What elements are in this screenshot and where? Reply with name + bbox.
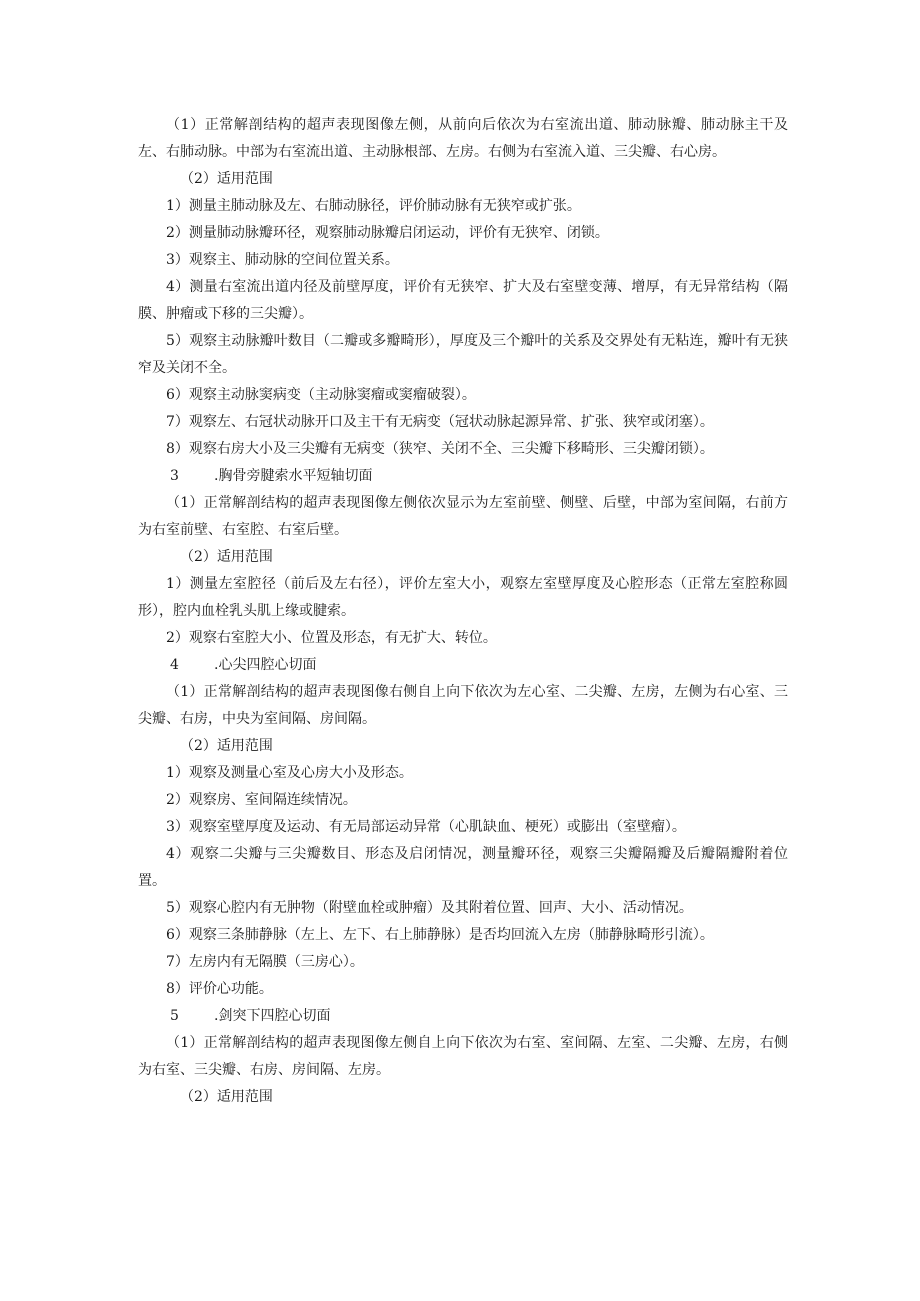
list-item: 7）观察左、右冠状动脉开口及主干有无病变（冠状动脉起源异常、扩张、狭窄或闭塞）。 — [166, 414, 714, 430]
section-number: 5 — [170, 1008, 179, 1024]
section-title: .心尖四腔心切面 — [214, 657, 317, 673]
list-item: 6）观察三条肺静脉（左上、左下、右上肺静脉）是否均回流入左房（肺静脉畸形引流）。 — [166, 927, 714, 943]
list-item: 3）观察主、肺动脉的空间位置关系。 — [166, 252, 399, 268]
list-item: 7）左房内有无隔膜（三房心）。 — [166, 954, 364, 970]
list-item: 1）观察及测量心室及心房大小及形态。 — [166, 765, 413, 781]
list-item: 1）测量左室腔径（前后及左右径），评价左室大小，观察左室壁厚度及心腔形态（正常左室腔称圆形），腔内血栓乳头肌上缘或腱索。 — [138, 576, 788, 619]
paragraph-anatomy-1: （1）正常解剖结构的超声表现图像左侧，从前向后依次为右室流出道、肺动脉瓣、肺动脉主干及左、右肺动脉。中部为右室流出道、主动脉根部、左房。右侧为右室流入道、三尖瓣、右心房。 — [138, 117, 788, 160]
list-item: 5）观察主动脉瓣叶数目（二瓣或多瓣畸形），厚度及三个瓣叶的关系及交界处有无粘连，瓣叶有无狭窄及关闭不全。 — [138, 333, 788, 376]
paragraph-scope-heading-5: （2）适用范围 — [180, 1089, 273, 1105]
document-page — [138, 112, 788, 1111]
list-item: 2）观察房、室间隔连续情况。 — [166, 792, 357, 808]
paragraph-scope-heading-4: （2）适用范围 — [180, 738, 273, 754]
list-item: 1）测量主肺动脉及左、右肺动脉径，评价肺动脉有无狭窄或扩张。 — [166, 198, 581, 214]
section-title: .剑突下四腔心切面 — [214, 1008, 331, 1024]
section-heading-5 — [138, 1003, 788, 1030]
list-item: 4）测量右室流出道内径及前壁厚度，评价有无狭窄、扩大及右室壁变薄、增厚，有无异常结构（隔膜、肿瘤或下移的三尖瓣）。 — [138, 279, 788, 322]
list-item: 4）观察二尖瓣与三尖瓣数目、形态及启闭情况，测量瓣环径，观察三尖瓣隔瓣及后瓣隔瓣附着位置。 — [138, 846, 788, 889]
list-item: 2）测量肺动脉瓣环径，观察肺动脉瓣启闭运动，评价有无狭窄、闭锁。 — [166, 225, 609, 241]
section-number: 4 — [170, 657, 179, 673]
paragraph-scope-heading-1: （2）适用范围 — [180, 171, 273, 187]
paragraph-anatomy-4: （1）正常解剖结构的超声表现图像右侧自上向下依次为左心室、二尖瓣、左房，左侧为右心室、三尖瓣、右房，中央为室间隔、房间隔。 — [138, 684, 788, 727]
list-item: 8）评价心功能。 — [166, 981, 273, 997]
paragraph-scope-heading-3: （2）适用范围 — [180, 549, 273, 565]
section-number: 3 — [170, 468, 179, 484]
section-heading-4 — [138, 652, 788, 679]
list-item: 6）观察主动脉窦病变（主动脉窦瘤或窦瘤破裂）。 — [166, 387, 476, 403]
list-item: 8）观察右房大小及三尖瓣有无病变（狭窄、关闭不全、三尖瓣下移畸形、三尖瓣闭锁）。 — [166, 441, 714, 457]
paragraph-anatomy-3: （1）正常解剖结构的超声表现图像左侧依次显示为左室前壁、侧壁、后壁，中部为室间隔，右前方为右室前壁、右室腔、右室后壁。 — [138, 495, 788, 538]
paragraph-anatomy-5: （1）正常解剖结构的超声表现图像左侧自上向下依次为右室、室间隔、左室、二尖瓣、左房，右侧为右室、三尖瓣、右房、房间隔、左房。 — [138, 1035, 788, 1078]
list-item: 2）观察右室腔大小、位置及形态，有无扩大、转位。 — [166, 630, 497, 646]
list-item: 5）观察心腔内有无肿物（附壁血栓或肿瘤）及其附着位置、回声、大小、活动情况。 — [166, 900, 693, 916]
list-item: 3）观察室壁厚度及运动、有无局部运动异常（心肌缺血、梗死）或膨出（室壁瘤）。 — [166, 819, 686, 835]
section-heading-3 — [138, 463, 788, 490]
section-title: .胸骨旁腱索水平短轴切面 — [214, 468, 373, 484]
